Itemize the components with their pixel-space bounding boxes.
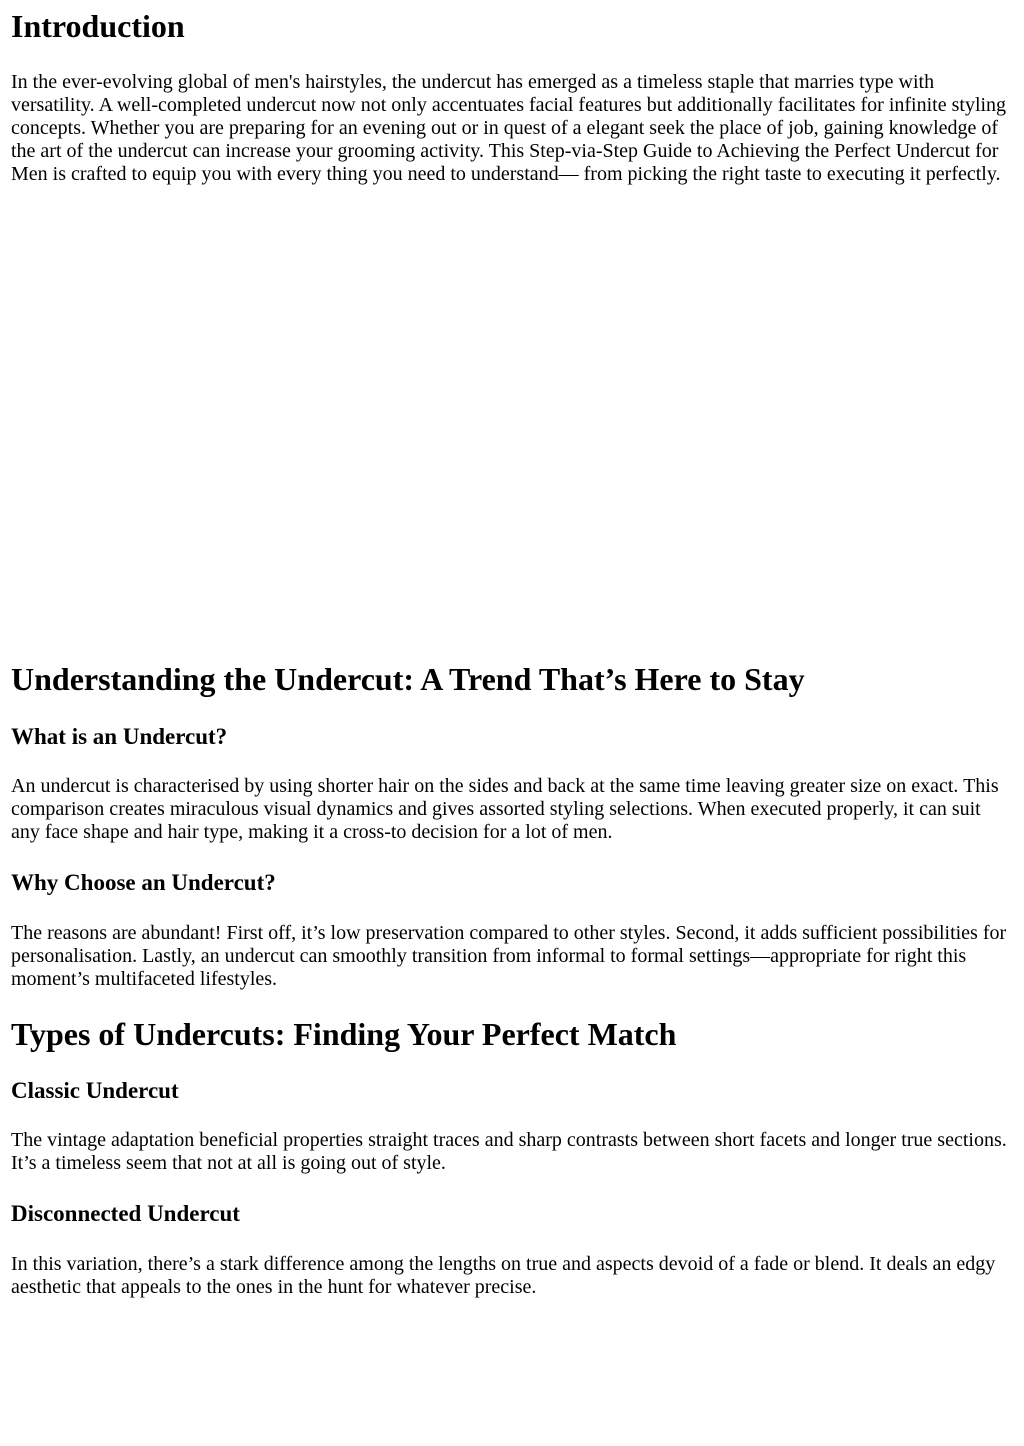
understanding-heading: Understanding the Undercut: A Trend That’s Here to Stay	[11, 661, 805, 697]
disconnected-paragraph: In this variation, there’s a stark difference among the lengths on true and aspects devoid of a fade or blend. It deals an edgy aesthetic that appeals to the ones in the hunt for whatever precise.	[11, 1253, 996, 1298]
classic-heading: Classic Undercut	[11, 1078, 179, 1103]
what-heading: What is an Undercut?	[11, 724, 228, 749]
why-heading: Why Choose an Undercut?	[11, 870, 276, 895]
intro-paragraph: In the ever-evolving global of men's hairstyles, the undercut has emerged as a timeless staple that marries type with versatility. A well-completed undercut now not only accentuates facial features but additionally facilitates for infinite styling concepts. Whether you are preparing for an evening out or in quest of a elegant seek the place of job, gaining knowledge of the art of the undercut can increase your grooming activity. This Step-via-Step Guide to Achieving the Perfect Undercut for Men is crafted to equip you with every thing you need to understand— from picking the right taste to executing it perfectly.	[11, 71, 1007, 185]
blank-media-area	[11, 230, 1011, 630]
disconnected-heading: Disconnected Undercut	[11, 1201, 240, 1226]
intro-heading: Introduction	[11, 8, 185, 44]
types-heading: Types of Undercuts: Finding Your Perfect Match	[11, 1016, 677, 1052]
why-paragraph: The reasons are abundant! First off, it’s low preservation compared to other styles. Second, it adds sufficient possibilities for personalisation. Lastly, an undercut can smoothly transition from informal to formal settings—appropriate for right this moment’s multifaceted lifestyles.	[11, 922, 1007, 990]
classic-paragraph: The vintage adaptation beneficial properties straight traces and sharp contrasts between short facets and longer true sections. It’s a timeless seem that not at all is going out of style.	[11, 1129, 1007, 1174]
what-paragraph: An undercut is characterised by using shorter hair on the sides and back at the same time leaving greater size on exact. This comparison creates miraculous visual dynamics and gives assorted styling selections. When executed properly, it can suit any face shape and hair type, making it a cross-to decision for a lot of men.	[11, 775, 999, 843]
